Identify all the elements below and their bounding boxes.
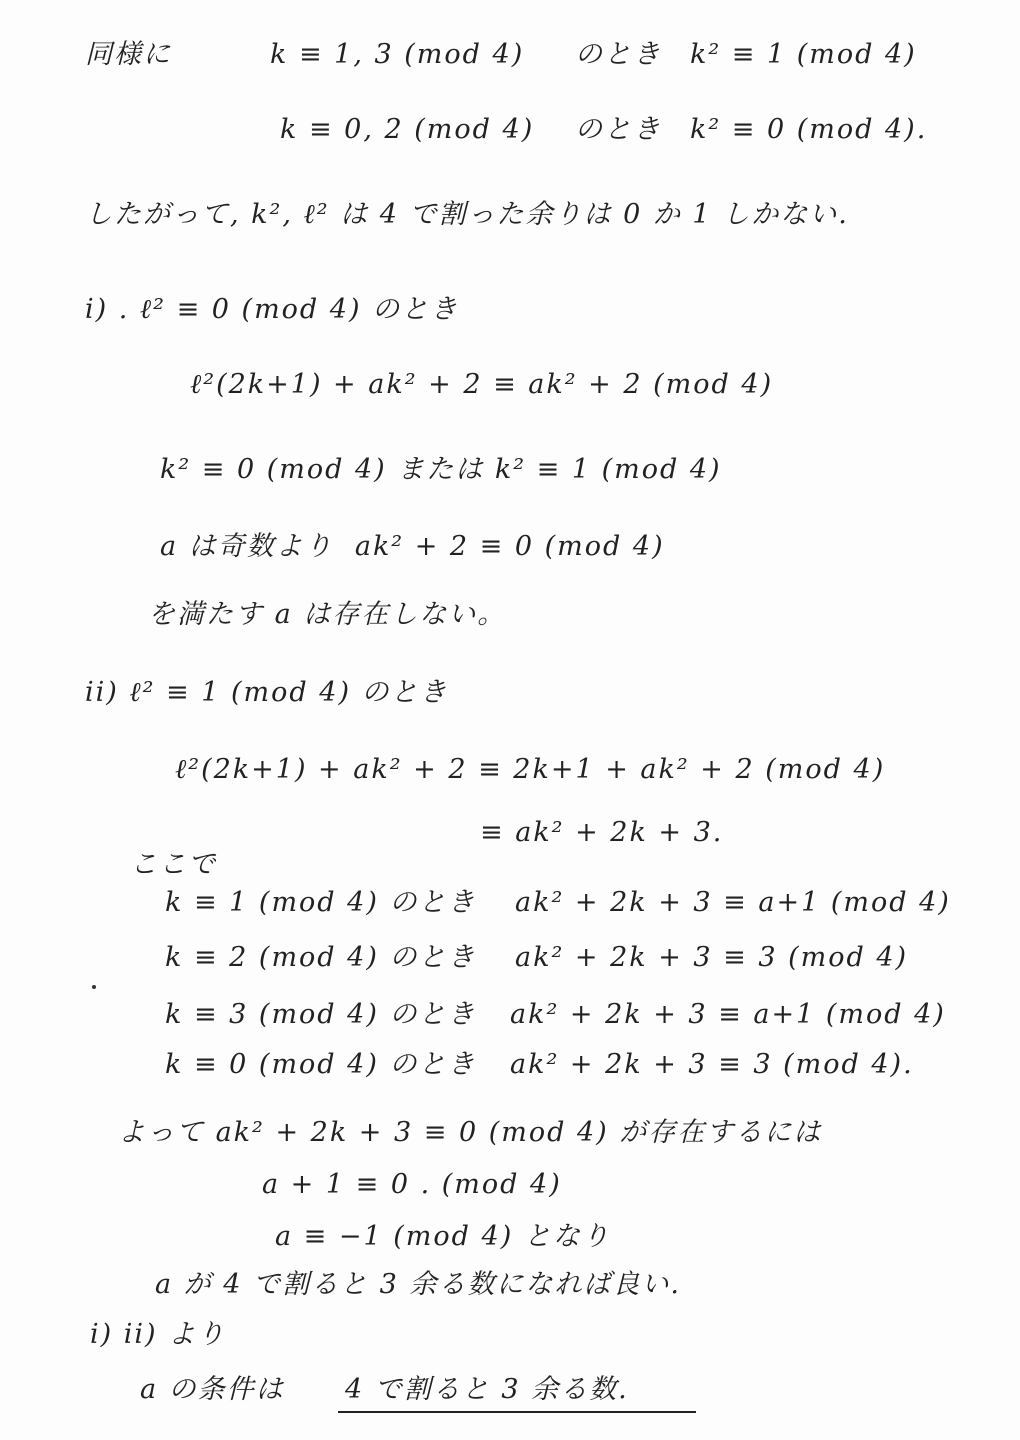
case-ii-heading: ii) ℓ² ≡ 1 (mod 4) のとき [85, 677, 449, 708]
final-answer: 4 で割ると 3 余る数. [345, 1374, 629, 1405]
case-ii-equation: ℓ²(2k+1) + ak² + 2 ≡ 2k+1 + ak² + 2 (mod 4) [175, 754, 886, 785]
case-i-a-odd: a は奇数より ak² + 2 ≡ 0 (mod 4) [160, 531, 665, 562]
k-case-0-result: ak² + 2k + 3 ≡ 3 (mod 4). [510, 1049, 914, 1080]
case-i-conclusion: を満たす a は存在しない。 [148, 599, 507, 630]
case-i-equation: ℓ²(2k+1) + ak² + 2 ≡ ak² + 2 (mod 4) [190, 369, 774, 400]
from-i-ii: i) ii) より [90, 1319, 227, 1350]
k-case-3: k ≡ 3 (mod 4) のとき [165, 999, 477, 1030]
conclusion-remainder-3: a が 4 で割ると 3 余る数になれば良い. [155, 1269, 681, 1300]
text-douyou: 同様に [85, 39, 172, 70]
conclusion-exists: よって ak² + 2k + 3 ≡ 0 (mod 4) が存在するには [118, 1117, 823, 1148]
k-case-0: k ≡ 0 (mod 4) のとき [165, 1049, 477, 1080]
k-case-3-result: ak² + 2k + 3 ≡ a+1 (mod 4) [510, 999, 946, 1030]
result-k2-1: k² ≡ 1 (mod 4) [690, 39, 917, 70]
k-case-2-result: ak² + 2k + 3 ≡ 3 (mod 4) [515, 942, 909, 973]
scan-dot [92, 985, 96, 989]
result-k2-0: k² ≡ 0 (mod 4). [690, 114, 928, 145]
text-notoki: のとき [575, 114, 662, 145]
k-case-2: k ≡ 2 (mod 4) のとき [165, 942, 477, 973]
case-ii-simplified: ≡ ak² + 2k + 3. [480, 817, 724, 848]
text-notoki: のとき [575, 39, 662, 70]
conclusion-a-plus-1: a + 1 ≡ 0 . (mod 4) [262, 1169, 562, 1200]
answer-underline [338, 1411, 696, 1413]
statement-remainders: したがって, k², ℓ² は 4 で割った余りは 0 か 1 しかない. [85, 199, 849, 230]
text-kokode: ここで [130, 849, 217, 880]
k-case-1: k ≡ 1 (mod 4) のとき [165, 887, 477, 918]
case-i-k2-options: k² ≡ 0 (mod 4) または k² ≡ 1 (mod 4) [160, 454, 722, 485]
condition-k-0-2: k ≡ 0, 2 (mod 4) [280, 114, 535, 145]
case-i-heading: i) . ℓ² ≡ 0 (mod 4) のとき [85, 294, 460, 325]
condition-k-1-3: k ≡ 1, 3 (mod 4) [270, 39, 525, 70]
conclusion-a-minus-1: a ≡ −1 (mod 4) となり [275, 1221, 611, 1252]
final-condition-label: a の条件は [140, 1374, 285, 1405]
k-case-1-result: ak² + 2k + 3 ≡ a+1 (mod 4) [515, 887, 951, 918]
